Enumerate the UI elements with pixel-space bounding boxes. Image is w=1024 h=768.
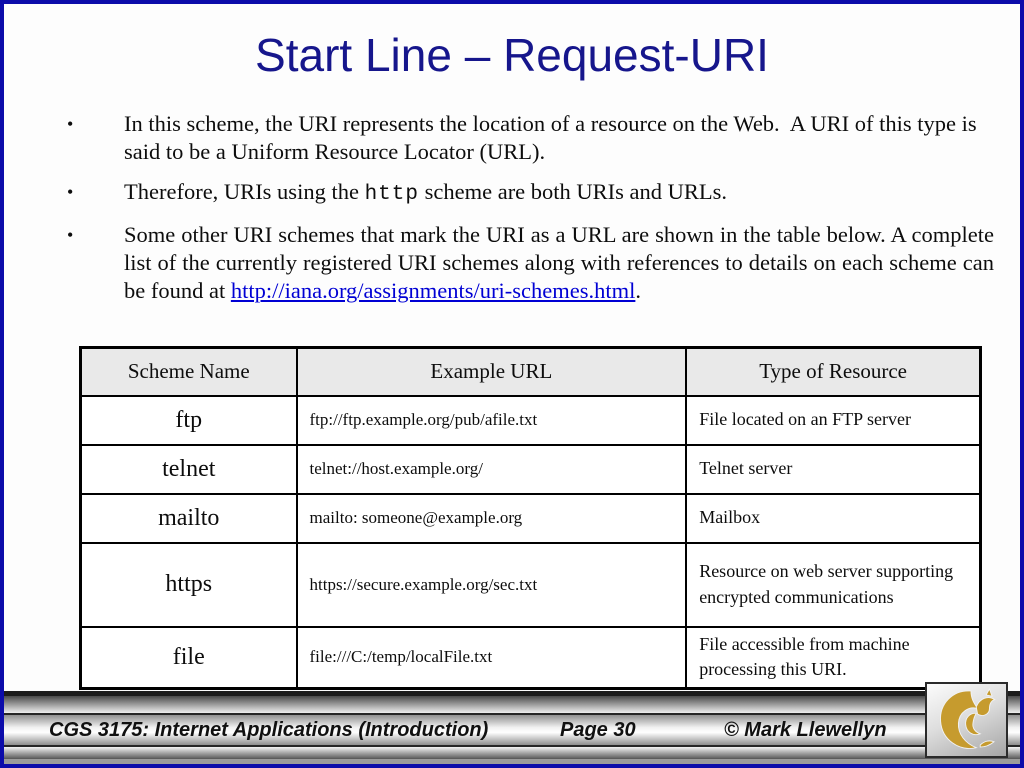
table-row [81,627,981,689]
iana-uri-schemes-link[interactable]: http://iana.org/assignments/uri-schemes.html [230,278,636,303]
table-row [81,543,981,627]
table-row [81,396,981,445]
bullet-item-3 [64,221,994,305]
footer-top-strip [4,696,1024,713]
type-cell: Mailbox [686,494,980,543]
example-cell: mailto: someone@example.org [297,494,687,543]
bullet-3-suffix: . [635,278,641,303]
footer-bar [4,691,1024,764]
scheme-cell: ftp [81,396,297,445]
example-cell: ftp://ftp.example.org/pub/afile.txt [297,396,687,445]
page-title: Start Line – Request-URI [255,29,769,81]
bullet-list [64,110,994,317]
column-header-example-url: Example URL [297,348,687,396]
bullet-item-1 [64,110,994,166]
table-row [81,494,981,543]
example-cell: file:///C:/temp/localFile.txt [297,627,687,689]
footer-course-label: CGS 3175: Internet Applications (Introduction) [49,719,489,741]
http-code-text: http [364,183,419,206]
type-cell: Resource on web server supporting encrypted communications [686,543,980,627]
type-cell: File located on an FTP server [686,396,980,445]
pegasus-icon [931,687,1003,753]
scheme-cell: file [81,627,297,689]
bullet-2-pre: Therefore, URIs using the [124,179,365,204]
bullet-text-3 [124,221,994,305]
footer-text-bar [4,715,1024,745]
example-cell: https://secure.example.org/sec.txt [297,543,687,627]
bullet-icon: • [67,114,74,134]
table-row [81,445,981,494]
footer-bottom-strip [4,747,1024,759]
column-header-type-of-resource: Type of Resource [686,348,980,396]
bullet-item-2 [64,178,994,209]
type-cell: Telnet server [686,445,980,494]
bullet-icon: • [67,182,74,202]
example-cell: telnet://host.example.org/ [297,445,687,494]
table-header-row [81,348,981,396]
scheme-cell: telnet [81,445,297,494]
footer-page-number: Page 30 [560,719,636,741]
scheme-cell: mailto [81,494,297,543]
type-cell: File accessible from machine processing this URI. [686,627,980,689]
column-header-scheme-name: Scheme Name [81,348,297,396]
footer-copyright: © Mark Llewellyn [724,719,887,741]
scheme-cell: https [81,543,297,627]
footer-base-strip [4,759,1024,764]
uri-schemes-table [79,346,982,690]
bullet-text-1: In this scheme, the URI represents the location of a resource on the Web. A URI of this type is said to be a Uniform Resource Locator (URL). [124,111,983,164]
bullet-text-2 [124,178,994,209]
bullet-2-post: scheme are both URIs and URLs. [418,179,728,204]
ucf-logo-tile [925,682,1008,758]
bullet-3-text: Some other URI schemes that mark the URI as a URL are shown in the table below. A complete list of the currently registered URI schemes along with references to details on each scheme can be found at [124,222,994,303]
bullet-icon: • [67,225,74,245]
